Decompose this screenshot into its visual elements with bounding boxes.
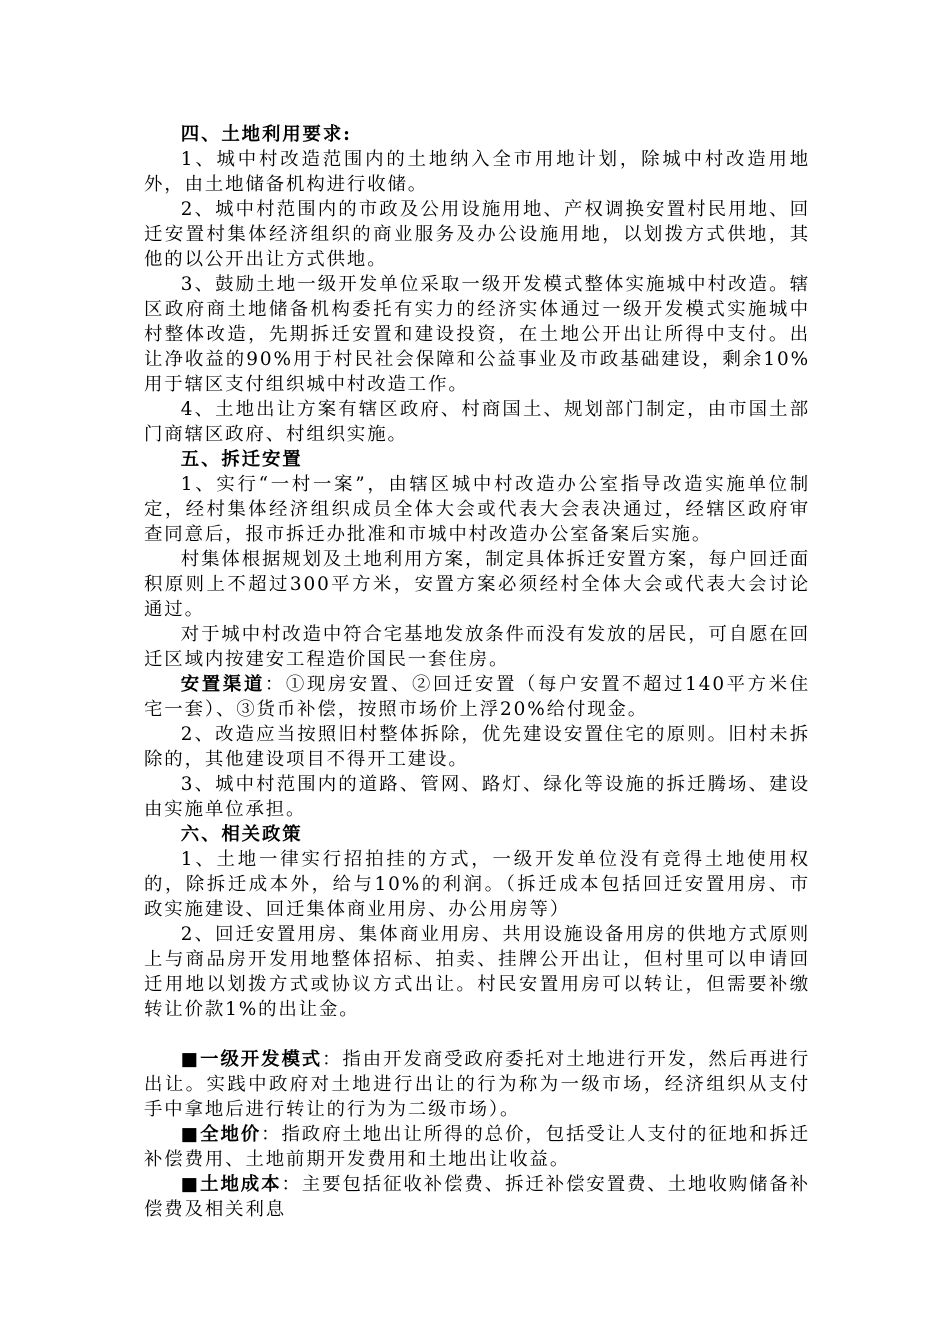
paragraph: 2、城中村范围内的市政及公用设施用地、产权调换安置村民用地、回迁安置村集体经济组织的商业服务及办公设施用地，以划拨方式供地，其他的以公开出让方式供地。 [144,199,810,270]
paragraph: 1、土地一律实行招拍挂的方式，一级开发单位没有竞得土地使用权的，除拆迁成本外，给与10%的利润。（拆迁成本包括回迁安置用房、市政实施建设、回迁集体商业用房、办公用房等） [144,849,810,920]
paragraph: 对于城中村改造中符合宅基地发放条件而没有发放的居民，可自愿在回迁区域内按建安工程造价国民一套住房。 [144,624,810,670]
square-bullet-icon: ■ [180,1124,201,1145]
square-bullet-icon: ■ [180,1049,201,1070]
definition-text: ：指政府土地出让所得的总价，包括受让人支付的征地和拆迁补偿费用、土地前期开发费用和土地出让收益。 [144,1124,811,1170]
paragraph: 1、实行“一村一案”，由辖区城中村改造办公室指导改造实施单位制定，经村集体经济组织成员全体大会或代表大会表决通过，经辖区政府审查同意后，报市拆迁办批准和市城中村改造办公室备案后实施。 [144,474,810,545]
definition-text: ：主要包括征收补偿费、拆迁补偿安置费、土地收购储备补偿费及相关利息 [144,1174,810,1220]
placement-channels-text: ：①现房安置、②回迁安置（每户安置不超过140平方米住宅一套）、③货币补偿，按照市场价上浮20%给付现金。 [144,674,810,720]
placement-channels-paragraph [144,672,810,722]
paragraph: 3、鼓励土地一级开发单位采取一级开发模式整体实施城中村改造。辖区政府商土地储备机构委托有实力的经济实体通过一级开发模式实施城中村整体改造，先期拆迁安置和建设投资，在土地公开出让所得中支付。出让净收益的90%用于村民社会保障和公益事业及市政基础建设，剩余10%用于辖区支付组织城中村改造工作。 [144,274,810,395]
paragraph: 4、土地出让方案有辖区政府、村商国土、规划部门制定，由市国土部门商辖区政府、村组织实施。 [144,399,810,445]
section-heading-land-use: 四、土地利用要求: [180,124,352,145]
definition-primary-development [144,1047,810,1122]
definition-term: 土地成本 [200,1174,282,1195]
spacer [144,1022,810,1047]
paragraph: 1、城中村改造范围内的土地纳入全市用地计划，除城中村改造用地外，由土地储备机构进行收储。 [144,149,810,195]
definition-text: ：指由开发商受政府委托对土地进行开发，然后再进行出让。实践中政府对土地进行出让的行为称为一级市场，经济组织从支付手中拿地后进行转让的行为为二级市场）。 [144,1049,810,1120]
paragraph: 2、回迁安置用房、集体商业用房、共用设施设备用房的供地方式原则上与商品房开发用地整体招标、拍卖、挂牌公开出让，但村里可以申请回迁用地以划拨方式或协议方式出让。村民安置用房可以转让，但需要补缴转让价款1%的出让金。 [144,924,810,1020]
paragraph: 3、城中村范围内的道路、管网、路灯、绿化等设施的拆迁腾场、建设由实施单位承担。 [144,774,810,820]
definition-term: 全地价 [200,1124,262,1145]
square-bullet-icon: ■ [180,1174,201,1195]
section-heading-relocation: 五、拆迁安置 [180,449,303,470]
paragraph: 2、改造应当按照旧村整体拆除，优先建设安置住宅的原则。旧村未拆除的，其他建设项目不得开工建设。 [144,724,810,770]
section-heading-policies: 六、相关政策 [180,824,303,845]
definition-total-land-price [144,1122,810,1172]
placement-channels-term: 安置渠道 [180,674,265,695]
document-page [144,122,810,1222]
paragraph: 村集体根据规划及土地利用方案，制定具体拆迁安置方案，每户回迁面积原则上不超过300平方米，安置方案必须经村全体大会或代表大会讨论通过。 [144,549,810,620]
definition-land-cost [144,1172,810,1222]
definition-term: 一级开发模式 [200,1049,323,1070]
